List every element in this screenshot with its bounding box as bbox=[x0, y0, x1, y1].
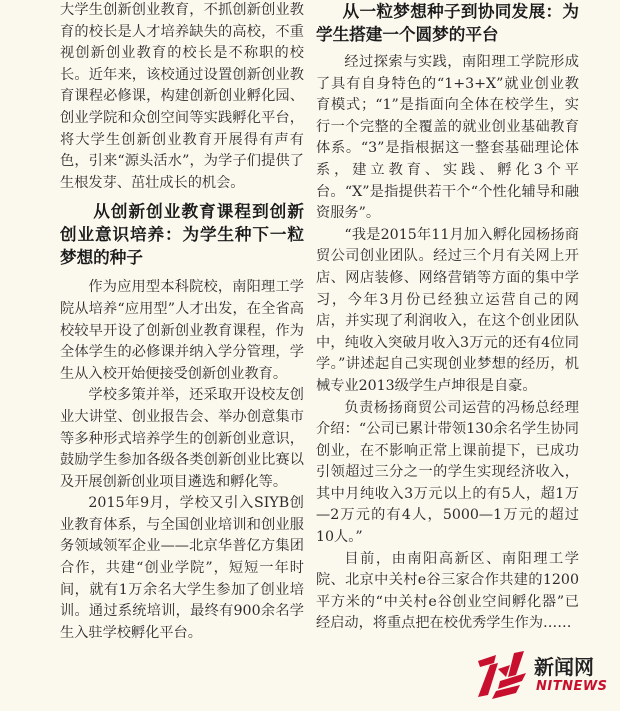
section-heading-course-to-awareness: 从创新创业教育课程到创新创业意识培养：为学生种下一粒梦想的种子 bbox=[60, 202, 304, 268]
paragraph-multiple-measures: 学校多策并举，还采取开设校友创业大讲堂、创业报告会、举办创意集市等多种形式培养学生的创新创业意识，鼓励学生参加各级各类创新创业比赛以及开展创新创业项目遴选和孵化等。 bbox=[60, 387, 304, 490]
paragraph-intro-continued: 大学生创新创业教育，不抓创新创业教育的校长是人才培养缺失的高校，不重视创新创业教育的校长是不称职的校长。近年来，该校通过设置创新创业教育课程必修课，构建创新创业孵化园、创业学院和众创空间等实践孵化平台，将大学生创新创业教育开展得有声有色，引来“源头活水”，为学子们提供了生根发芽、茁壮成长的机会。 bbox=[60, 2, 304, 191]
nanhua-calligraphy-logo-icon bbox=[470, 647, 532, 703]
paragraph-manager-intro: 负责杨扬商贸公司运营的冯杨总经理介绍：“公司已累计带领130余名学生协同创业，在不影响正常上课前提下，已成功引领超过三分之一的学生实现经济收入，其中月纯收入3万元以上的有5人，超1万—2万元的有4人，5000—1万元的超过10人。” bbox=[316, 399, 579, 546]
paragraph-student-quote: “我是2015年11月加入孵化园杨扬商贸公司创业团队。经过三个月有关网上开店、网店装修、网络营销等方面的集中学习，今年3月份已经独立运营自己的网店，并实现了利润收入，在这个创业团队中，纯收入突破月收入3万元的还有4位同学。”讲述起自己实现创业梦想的经历，机械专业2013级学生卢坤很是自豪。 bbox=[316, 226, 579, 394]
logo-subtitle: NITNEWS bbox=[536, 679, 608, 694]
paragraph-incubator: 目前，由南阳高新区、南阳理工学院、北京中关村e谷三家合作共建的1200平方米的“中关村e谷创业空间孵化器”已经启动，将重点把在校优秀学生作为…… bbox=[316, 550, 579, 632]
news-site-logo bbox=[470, 643, 610, 705]
paragraph-1-3-x-model: 经过探索与实践，南阳理工学院形成了具有自身特色的“1+3+X”就业创业教育模式；“1”是指面向全体在校学生，实行一个完整的全覆盖的就业创业基础教育体系。“3”是指根据这一整套基础理论体系，建立教育、实践、孵化3个平台。“X”是指提供若干个“个性化辅导和融资服务”。 bbox=[316, 54, 579, 222]
paragraph-applied-university: 作为应用型本科院校，南阳理工学院从培养“应用型”人才出发，在全省高校较早开设了创新创业教育课程，作为全体学生的必修课并纳入学分管理，学生从入校开始便接受创新创业教育。 bbox=[60, 279, 304, 382]
paragraph-siyb-system: 2015年9月，学校又引入SIYB创业教育体系，与全国创业培训和创业服务领域领军企业——北京华普亿方集团合作，共建“创业学院”，短短一年时间，就有1万余名大学生参加了创业培训。通过系统培训，最终有900余名学生入驻学校孵化平台。 bbox=[60, 495, 304, 641]
section-heading-seed-to-platform: 从一粒梦想种子到协同发展：为学生搭建一个圆梦的平台 bbox=[316, 2, 579, 44]
article-right-column bbox=[316, 0, 579, 635]
logo-title: 新闻网 bbox=[534, 655, 594, 679]
article-left-column bbox=[60, 0, 304, 644]
